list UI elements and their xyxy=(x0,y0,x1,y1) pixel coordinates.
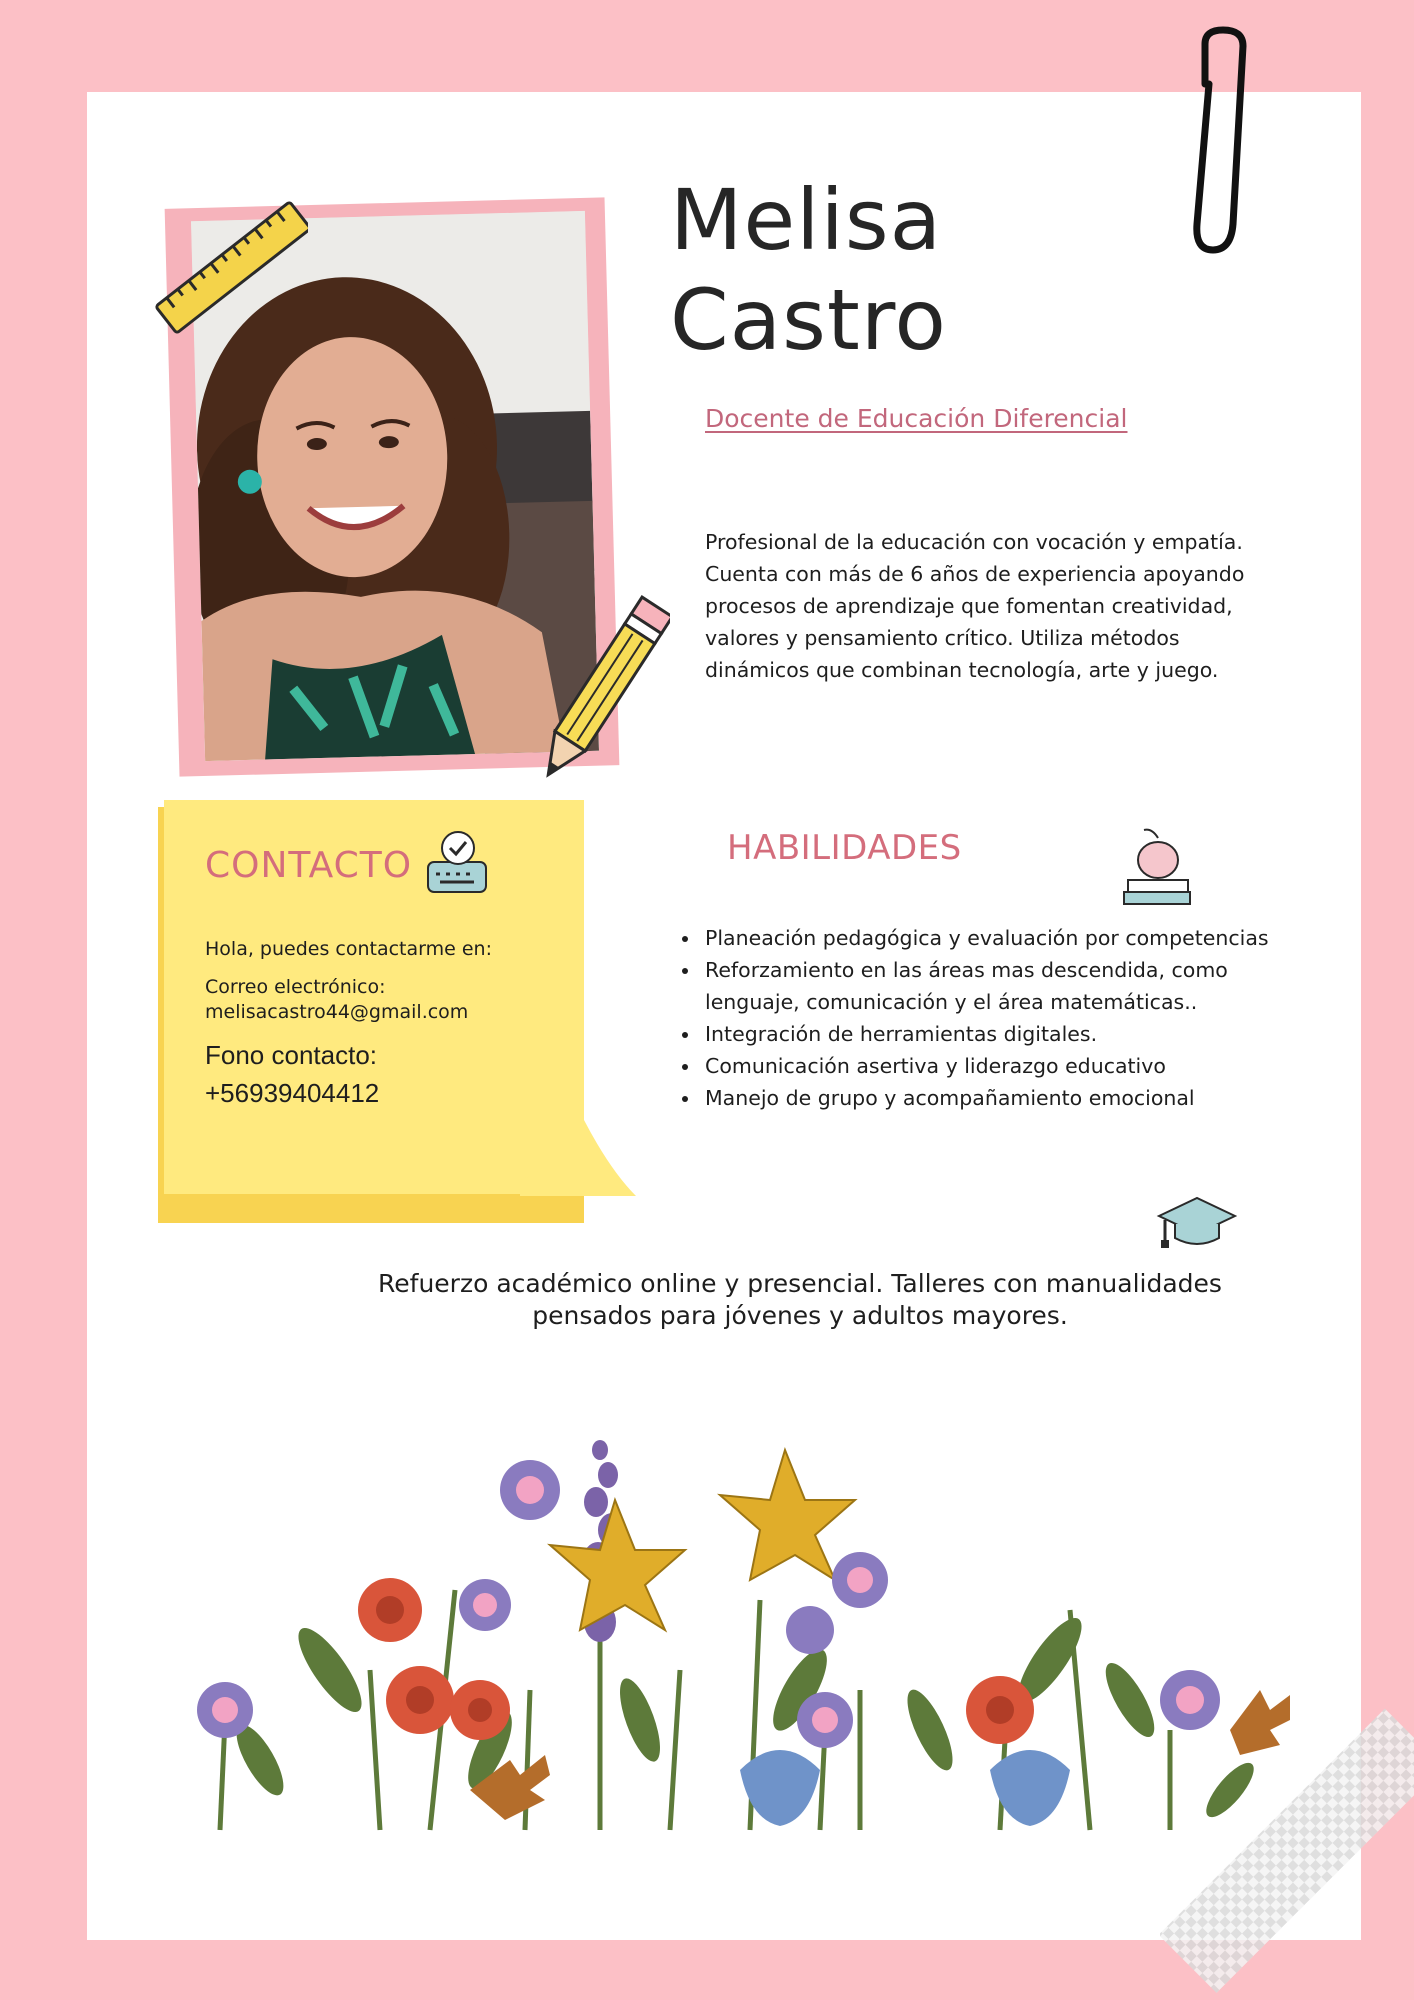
pencil-icon xyxy=(530,590,670,800)
profile-summary: Profesional de la educación con vocación y empatía. Cuenta con más de 6 años de experiencia apoyando procesos de aprendizaje que fomentan creatividad, valores y pensamiento crítico. Utiliza métodos dinámicos que combinan tecnología, arte y juego. xyxy=(705,530,1245,682)
graduation-cap-icon xyxy=(1155,1194,1237,1252)
skills-heading: HABILIDADES xyxy=(727,828,962,868)
contact-greeting: Hola, puedes contactarme en: xyxy=(205,938,492,960)
sticky-note-curl xyxy=(520,1060,636,1196)
washi-tape xyxy=(1160,1700,1414,2000)
phone-number[interactable]: +56939404412 xyxy=(205,1078,380,1108)
list-item: • Comunicación asertiva y liderazgo educativo xyxy=(701,1050,1271,1082)
paperclip-icon xyxy=(1185,24,1265,260)
contact-heading: CONTACTO xyxy=(205,845,413,886)
list-item: • Integración de herramientas digitales. xyxy=(701,1018,1271,1050)
flower-illustration xyxy=(170,1430,1320,1870)
typewriter-icon xyxy=(420,828,494,898)
list-item: • Planeación pedagógica y evaluación por competencias xyxy=(701,922,1271,954)
person-name xyxy=(670,170,947,370)
services-summary: Refuerzo académico online y presencial. Talleres con manualidades pensados para jóvenes y adultos mayores. xyxy=(378,1269,1222,1330)
last-name: Castro xyxy=(670,271,947,369)
job-title: Docente de Educación Diferencial xyxy=(705,404,1128,433)
skills-list xyxy=(676,922,1271,1114)
apple-books-icon xyxy=(1122,826,1194,910)
first-name: Melisa xyxy=(670,171,943,269)
email-address[interactable]: melisacastro44@gmail.com xyxy=(205,1001,469,1023)
ruler-icon xyxy=(148,194,308,344)
list-item: • Reforzamiento en las áreas mas descendida, como lenguaje, comunicación y el área matemáticas.. xyxy=(701,954,1271,1018)
list-item: • Manejo de grupo y acompañamiento emocional xyxy=(701,1082,1271,1114)
phone-label: Fono contacto: xyxy=(205,1040,377,1070)
email-label: Correo electrónico: xyxy=(205,976,386,998)
